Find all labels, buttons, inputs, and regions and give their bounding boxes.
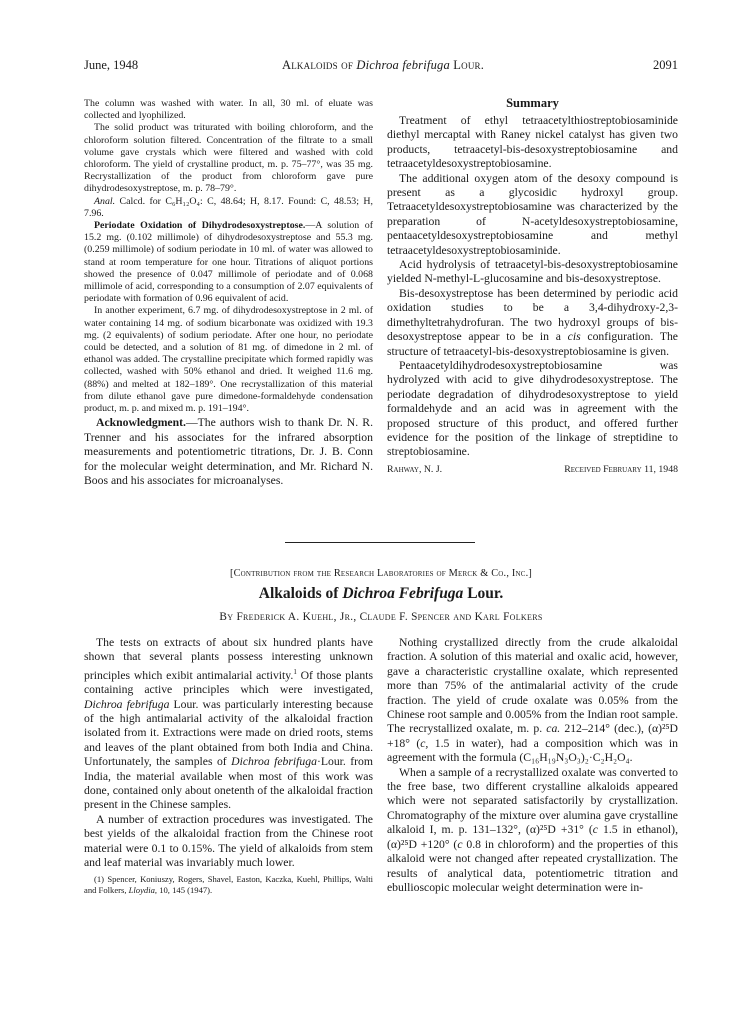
article-title: Alkaloids of Dichroa Febrifuga Lour. xyxy=(258,585,504,602)
place: Rahway, N. J. xyxy=(387,463,443,475)
running-head xyxy=(84,58,678,74)
summary-paragraph: Acid hydrolysis of tetraacetyl-bis-desoxystreptobiosamine yielded N-methyl-L-glucosamine and bis-desoxystreptose. xyxy=(387,258,678,286)
paragraph: A number of extraction procedures was investigated. The best yields of the alkaloidal fraction from the Chinese root material were 0.1 to 0.15%. The yield of alkaloids from stem and leaf material was invariably much lower. xyxy=(84,812,373,869)
paragraph: Nothing crystallized directly from the crude alkaloidal fraction. A solution of this material and oxalic acid, however, gave a characteristic crystalline oxalate, which represented more than 75% of the antimalarial activity of the crude fraction. The yield of crude oxalate was 0.05% from the Chinese root sample and 0.005% from the Indian root sample. The recrystallized oxalate, m. p. ca. 212–214° (dec.), (α)²⁵D +18° (c, 1.5 in water), had a composition which was in agreement with the formula (C₁₆H₁₉N₃O₃)₂·C₂H₂O₄. xyxy=(387,636,678,765)
running-head-title: Alkaloids of Dichroa febrifuga Lour. xyxy=(282,58,485,72)
paragraph: In another experiment, 6.7 mg. of dihydrodesoxystreptose in 2 ml. of water containing 14 mg. of sodium bicarbonate was oxidized with 19.3 mg. (2 equivalents) of sodium periodate. After one hour, no periodate could be detected, and a solution of 81 mg. of dimedone in 2 ml. of ethanol was added. The crystalline precipitate which formed rapidly was collected, washed with 50% ethanol and dried. It weighed 11.6 mg. (88%) and melted at 182–189°. One recrystallization of this material from dilute ethanol gave pure dimedone-formaldehyde condensation product, m. p. and mixed m. p. 191–194°. xyxy=(84,305,373,415)
summary-paragraph: Treatment of ethyl tetraacetylthiostreptobiosaminide diethyl mercaptal with Raney nickel catalyst has given two products, tetraacetyl-bis-desoxystreptobiosamine and tetraacetyldesoxystreptobiosamine. xyxy=(387,114,678,171)
acknowledgment: Acknowledgment.—The authors wish to thank Dr. N. R. Trenner and his associates for the infrared absorption measurements and potentiometric titrations, Dr. J. B. Conn for the molecular weight determination, and Mr. Richard N. Boos and his associates for microanalyses. xyxy=(84,416,373,487)
summary-column xyxy=(387,96,678,478)
article-left-column xyxy=(84,636,373,896)
article-authors: By Frederick A. Kuehl, Jr., Claude F. Spencer and Karl Folkers xyxy=(219,611,543,623)
article-right-column xyxy=(387,636,678,895)
summary-heading: Summary xyxy=(506,96,559,110)
summary-paragraph: Pentaacetyldihydrodesoxystreptobiosamine was hydrolyzed with acid to give dihydrodesoxystreptose. The periodate degradation of dihydrodesoxystreptose to yield formaldehyde and an acid was in agreement with the proposed structure of this product, and offered further evidence for the position of the linkage of streptidine to streptobiosamine. xyxy=(387,358,678,459)
analysis-paragraph: Anal. Calcd. for C₆H₁₂O₄: C, 48.64; H, 8.17. Found: C, 48.53; H, 7.96. xyxy=(84,195,374,219)
signature-line xyxy=(387,464,678,478)
page-number: 2091 xyxy=(653,58,678,72)
contribution-line: [Contribution from the Research Laboratories of Merck & Co., Inc.] xyxy=(229,568,533,579)
summary-paragraph: The additional oxygen atom of the desoxy compound is present as a glycosidic hydroxyl group. Tetraacetyldesoxystreptobiosamine was characterized by the preparation of N-acetyldesoxystreptobiosamine, pentaacetyldesoxystreptobiosamine and methyl tetraacetyldesoxystreptobiosaminide. xyxy=(387,171,678,257)
running-head-date: June, 1948 xyxy=(84,58,139,72)
experimental-column xyxy=(84,98,373,488)
section-divider xyxy=(285,542,475,543)
paragraph: The solid product was triturated with boiling chloroform, and the chloroform solution filtered. Concentration of the filtrate to a small volume gave crystals which were filtered and washed with cold chloroform. The yield of crystalline product, m. p. 75–77°, was 35 mg. Recrystallization of the product from chloroform gave pure dihydrodesoxystreptose, m. p. 78–79°. xyxy=(84,122,373,195)
paragraph: When a sample of a recrystallized oxalate was converted to the free base, two different crystalline alkaloids appeared which were not separated satisfactorily by crystallization. Chromatography of the mixture over alumina gave crystalline alkaloid I, m. p. 131–132°, (α)²⁵D +31° (c 1.5 in ethanol), (α)²⁵D +120° (c 0.8 in chloroform) and the properties of this alkaloid were not changed after repeated crystallization. The results of analytical data, potentiometric titration and ebullioscopic molecular weight determination were in- xyxy=(387,765,678,894)
paragraph: The tests on extracts of about six hundred plants have shown that several plants possess interesting unknown principles which exibit antimalarial activity.$^1$ Of those plants containing active principles which were investigated, Dichroa febrifuga Lour. was particularly interesting because of the high antimalarial activity of the alkaloidal fraction isolated from it. Extractions were made on dried roots, stems and leaves of the plant obtained from both India and China. Unfortunately, the samples of Dichroa febrifuga·Lour. from India, the material available when most of this work was done, contained only about onetenth of the alkaloidal fraction present in the Chinese samples. xyxy=(84,636,374,812)
periodate-oxidation-paragraph: Periodate Oxidation of Dihydrodesoxystreptose.—A solution of 15.2 mg. (0.102 millimole) of dihydrodesoxystreptose and 55.3 mg. (0.259 millimole) of sodium periodate in 10 ml. of water was allowed to stand at room temperature for one hour. Titrations of aliquot portions showed the presence of 0.047 millimole of periodate and of 0.068 millimole of acid, corresponding to a consumption of 2.07 equivalents of periodate with formation of 0.96 equivalent of acid. xyxy=(84,220,373,305)
summary-paragraph: Bis-desoxystreptose has been determined by periodic acid oxidation studies to be a 3,4-dihydroxy-2,3-dimethyltetrahydrofuran. The two hydroxyl groups of bis-desoxystreptose appear to be in a cis configuration. The structure of tetraacetyl-bis-desoxystreptobiosamine is given. xyxy=(387,286,678,358)
footnote: (1) Spencer, Koniuszy, Rogers, Shavel, Easton, Kaczka, Kuehl, Phillips, Walti and Folkers, Lloydia, 10, 145 (1947). xyxy=(84,874,373,896)
received-date: Received February 11, 1948 xyxy=(564,463,678,475)
paragraph: The column was washed with water. In all, 30 ml. of eluate was collected and lyophilized. xyxy=(84,98,373,122)
